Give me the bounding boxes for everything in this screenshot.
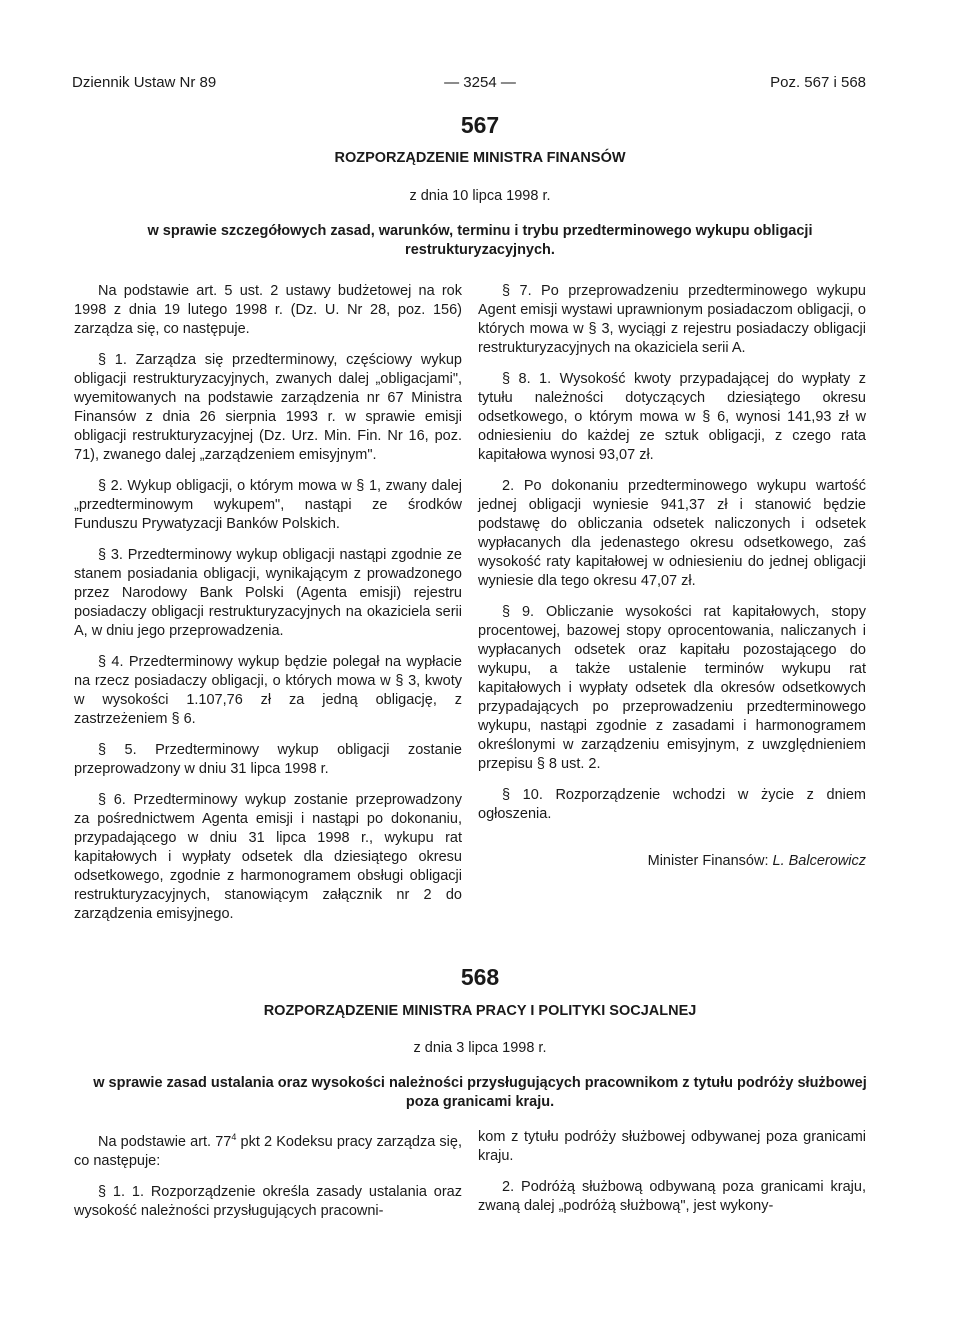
act1-left-column — [74, 282, 462, 936]
act2-paragraph-1: § 1. 1. Rozporządzenie określa zasady ustalania oraz wysokość należności przysługujących pracowni- — [74, 1183, 462, 1219]
act2-date: z dnia 3 lipca 1998 r. — [413, 1040, 547, 1056]
act-number: 567 — [460, 112, 500, 138]
signature-name: L. Balcerowicz — [772, 853, 866, 869]
act-date: z dnia 10 lipca 1998 r. — [409, 188, 551, 204]
act2-continuation: kom z tytułu podróży służbowej odbywanej poza granicami kraju. — [478, 1129, 866, 1164]
paragraph-3: § 3. Przedterminowy wykup obligacji nastąpi zgodnie ze stanem posiadania obligacji, wynikającym z prowadzonego przez Narodowy Bank Polski (Agenta emisji) rejestru posiadaczy obligacji restrukturyzacyjnych na okaziciela serii A, w dniu jego przeprowadzenia. — [74, 547, 462, 639]
legal-basis: Na podstawie art. 5 ust. 2 ustawy budżetowej na rok 1998 z dnia 19 lutego 1998 r. (Dz. U. Nr 28, poz. 156) zarządza się, co następuje. — [74, 283, 462, 337]
act2-legal-basis-sup: 4 — [231, 1132, 237, 1142]
act2-number: 568 — [460, 964, 500, 990]
running-header-left: Dziennik Ustaw Nr 89 — [72, 74, 217, 91]
paragraph-7: § 7. Po przeprowadzeniu przedterminowego wykupu Agent emisji wystawi uprawnionym posiadaczom obligacji, o których mowa w § 3, wyciągi z rejestru posiadaczy obligacji restrukturyzacyjnych na okaziciela serii A. — [478, 283, 866, 356]
paragraph-8-2: 2. Po dokonaniu przedterminowego wykupu wartość jednej obligacji wyniesie 941,37 zł i stanowić będzie podstawę do obliczania odsetek naliczonych i odsetek wypłacanych dla jedenastego okresu odsetkowego, zaś wysokość raty kapitałowej w odniesieniu do jednej obligacji wyniesie dla tego okresu 47,07 zł. — [478, 478, 866, 589]
paragraph-2: § 2. Wykup obligacji, o którym mowa w § 1, zwany dalej „przedterminowym wykupem", nastąpi ze środków Funduszu Prywatyzacji Banków Polskich. — [74, 478, 462, 532]
paragraph-6: § 6. Przedterminowy wykup zostanie przeprowadzony za pośrednictwem Agenta emisji i nastąpi po dokonaniu, przypadającego w dniu 31 lipca 1998 r., wykupu rat kapitałowych i wypłaty odsetek dla dziesiątego okresu odsetkowego, zgodnie z harmonogramem obsługi obligacji restrukturyzacyjnych, stanowiącym załącznik nr 2 do zarządzenia emisyjnego. — [74, 792, 462, 922]
page-number: — 3254 — — [444, 74, 516, 91]
act2-legal-basis-end: pkt 2 Kodeksu pracy zarządza się, co następuje: — [74, 1133, 462, 1169]
act2-legal-basis-start: Na podstawie art. 77 — [98, 1133, 232, 1150]
act-subject: w sprawie szczegółowych zasad, warunków, terminu i trybu przedterminowego wykupu obligacji restrukturyzacyjnych. — [147, 223, 813, 258]
paragraph-4: § 4. Przedterminowy wykup będzie polegał na wypłacie na rzecz posiadaczy obligacji, o których mowa w § 3, kwoty w wysokości 1.107,76 zł za jedną obligację, z zastrzeżeniem § 6. — [74, 654, 462, 727]
signature — [478, 852, 866, 871]
running-header-right: Poz. 567 i 568 — [770, 74, 866, 91]
act2-subject: w sprawie zasad ustalania oraz wysokości należności przysługujących pracownikom z tytułu podróży służbowej poza granicami kraju. — [93, 1075, 867, 1110]
act2-legal-basis — [74, 1128, 462, 1171]
paragraph-1: § 1. Zarządza się przedterminowy, częściowy wykup obligacji restrukturyzacyjnych, zwanych dalej „obligacjami", wyemitowanych na podstawie zarządzenia nr 67 Ministra Finansów z dnia 26 sierpnia 1993 r. w sprawie emisji obligacji restrukturyzacyjnej (Dz. Urz. Min. Fin. Nr 16, poz. 71), zwanego dalej „zarządzeniem emisyjnym". — [74, 352, 462, 463]
act2-left-column — [74, 1128, 462, 1233]
act2-title: ROZPORZĄDZENIE MINISTRA PRACY I POLITYKI SOCJALNEJ — [263, 1003, 697, 1019]
paragraph-8-1: § 8. 1. Wysokość kwoty przypadającej do wypłaty z tytułu należności dotyczących dziesiątego okresu odsetkowego, o którym mowa w § 6, wynosi 141,93 zł w odniesieniu do każdej ze sztuk obligacji, z czego rata kapitałowa wynosi 93,07 zł. — [478, 371, 866, 463]
act-title: ROZPORZĄDZENIE MINISTRA FINANSÓW — [334, 150, 626, 166]
paragraph-10: § 10. Rozporządzenie wchodzi w życie z dniem ogłoszenia. — [478, 787, 866, 822]
act2-right-column — [478, 1128, 866, 1228]
paragraph-9: § 9. Obliczanie wysokości rat kapitałowych, stopy procentowej, bazowej stopy oprocentowania, naliczanych i wypłacanych odsetek oraz kapitału pozostającego do wykupu, a także ustalenie terminów wykupu rat kapitałowych i wypłaty odsetek dla okresów odsetkowych przypadających po przeprowadzeniu przedterminowego wykupu, nastąpi zgodnie z zasadami i harmonogramem określonymi w zarządzeniu emisyjnym, z uwzględnieniem przepisu § 8 ust. 2. — [478, 604, 866, 772]
act2-paragraph-1-2: 2. Podróżą służbową odbywaną poza granicami kraju, zwaną dalej „podróżą służbową", jest wykony- — [478, 1179, 866, 1214]
act1-right-column — [478, 282, 866, 883]
paragraph-5: § 5. Przedterminowy wykup obligacji zostanie przeprowadzony w dniu 31 lipca 1998 r. — [74, 742, 462, 777]
signature-prefix: Minister Finansów: — [647, 853, 773, 869]
